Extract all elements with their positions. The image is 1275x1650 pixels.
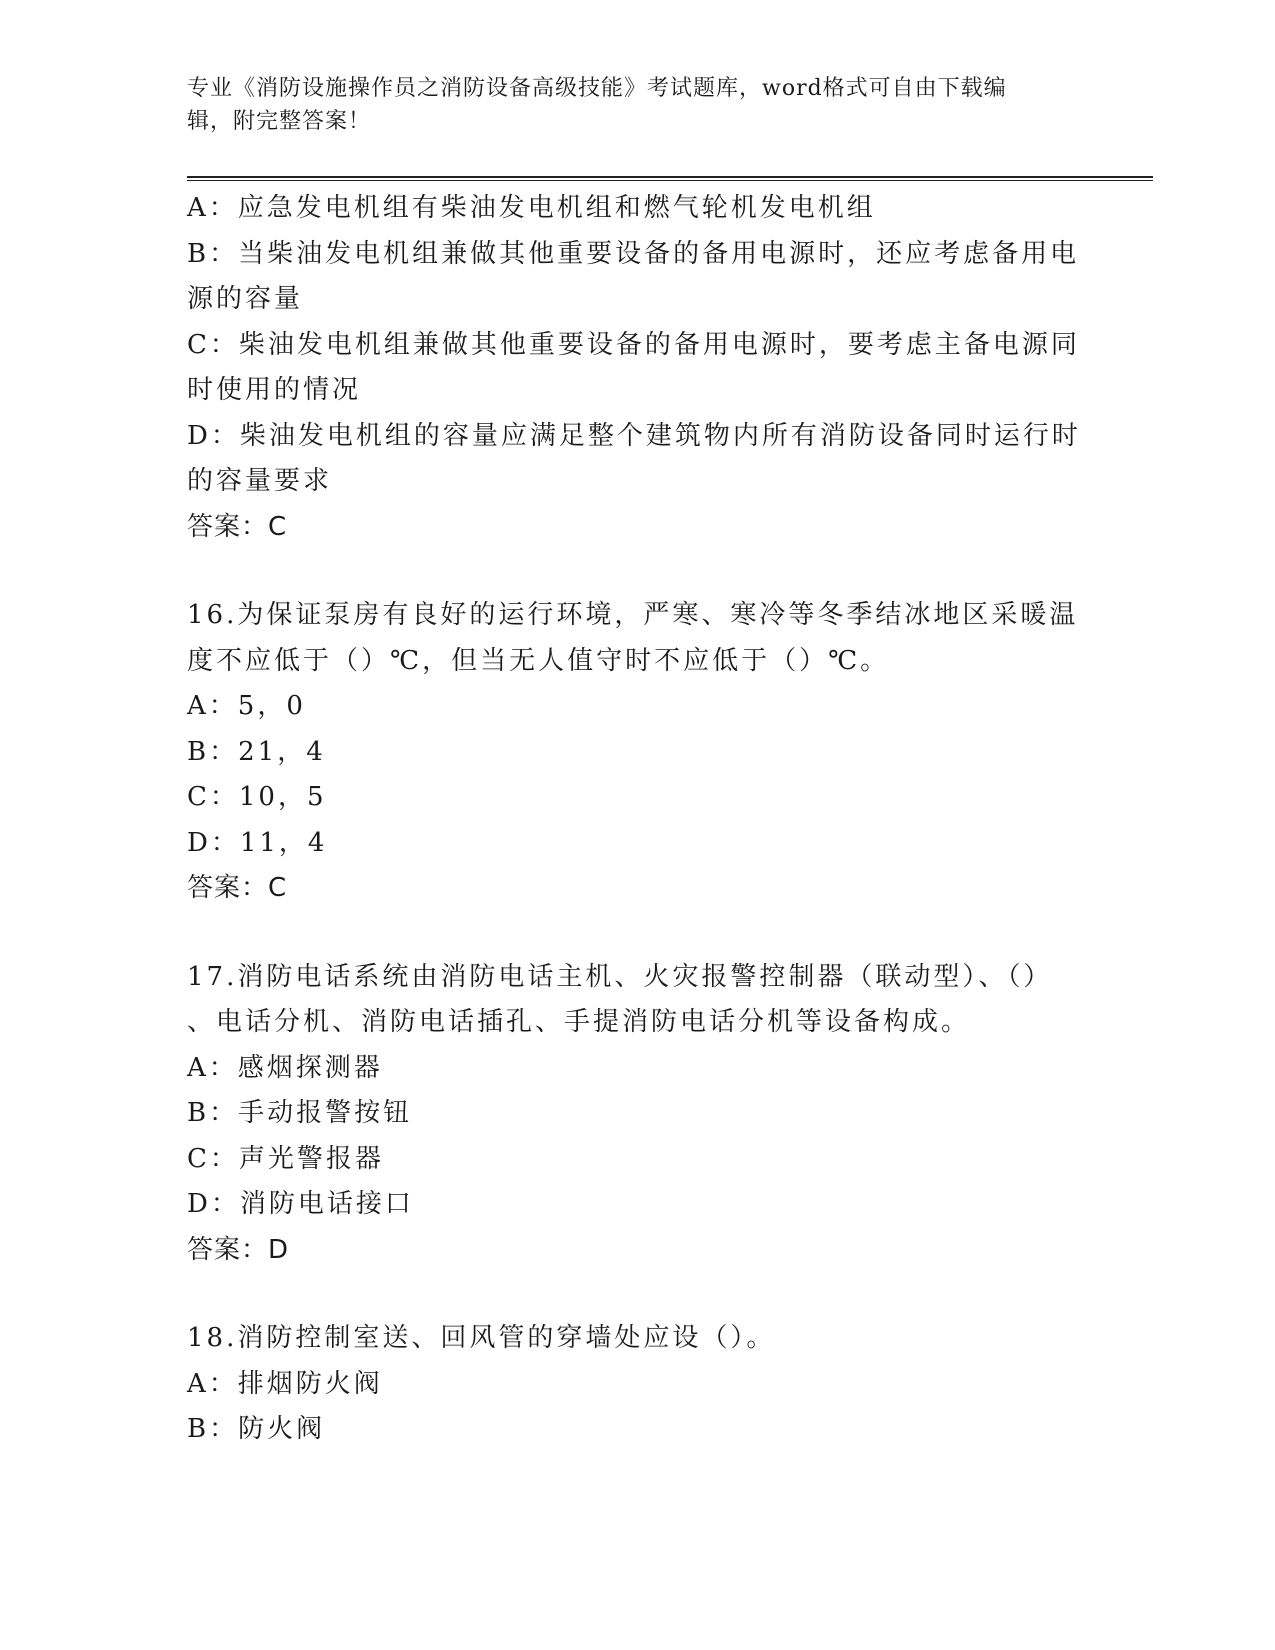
spacer xyxy=(187,550,1067,593)
document-header xyxy=(187,72,1067,138)
question-list xyxy=(187,186,1081,1453)
option-d: D：柴油发电机组的容量应满足整个建筑物内所有消防设备同时运行时 xyxy=(187,420,1081,451)
option-b-continued: 源的容量 xyxy=(187,284,304,314)
answer: 答案：D xyxy=(187,1234,290,1265)
option-c: C：声光警报器 xyxy=(187,1143,384,1174)
question-17 xyxy=(187,955,1067,1274)
option-a: A：感烟探测器 xyxy=(187,1052,383,1083)
spacer xyxy=(187,1273,1067,1316)
question-stem: 17.消防电话系统由消防电话主机、火灾报警控制器（联动型）、（） xyxy=(187,961,1053,992)
option-d: D：消防电话接口 xyxy=(187,1189,414,1219)
option-a: A：应急发电机组有柴油发电机组和燃气轮机发电机组 xyxy=(187,193,876,223)
question-15 xyxy=(187,186,1081,550)
option-a: A：5，0 xyxy=(187,691,306,721)
question-stem-continued: 、电话分机、消防电话插孔、手提消防电话分机等设备构成。 xyxy=(187,1007,971,1037)
option-b: B：防火阀 xyxy=(187,1414,326,1444)
answer: 答案：C xyxy=(187,873,288,903)
option-c: C：柴油发电机组兼做其他重要设备的备用电源时，要考虑主备电源同 xyxy=(187,329,1080,360)
option-c-continued: 时使用的情况 xyxy=(187,375,362,405)
option-a: A：排烟防火阀 xyxy=(187,1368,383,1399)
option-b: B：手动报警按钮 xyxy=(187,1098,413,1128)
question-16 xyxy=(187,593,1079,912)
answer: 答案：C xyxy=(187,511,288,542)
question-stem-continued: 度不应低于（）℃，但当无人值守时不应低于（）℃。 xyxy=(187,645,890,676)
question-stem: 18.消防控制室送、回风管的穿墙处应设（）。 xyxy=(187,1323,776,1353)
spacer xyxy=(187,912,1067,955)
option-d-continued: 的容量要求 xyxy=(187,466,333,496)
option-b: B：当柴油发电机组兼做其他重要设备的备用电源时，还应考虑备用电 xyxy=(187,238,1080,269)
header-line: 专业《消防设施操作员之消防设备高级技能》考试题库，word格式可自由下载编 xyxy=(187,76,1007,101)
question-stem: 16.为保证泵房有良好的运行环境，严寒、寒冷等冬季结冰地区采暖温 xyxy=(187,600,1079,630)
header-divider xyxy=(187,176,1153,181)
option-d: D：11，4 xyxy=(187,827,328,858)
question-18 xyxy=(187,1316,1067,1453)
option-c: C：10，5 xyxy=(187,782,327,812)
option-b: B：21，4 xyxy=(187,736,326,767)
header-line: 辑，附完整答案！ xyxy=(187,109,372,134)
